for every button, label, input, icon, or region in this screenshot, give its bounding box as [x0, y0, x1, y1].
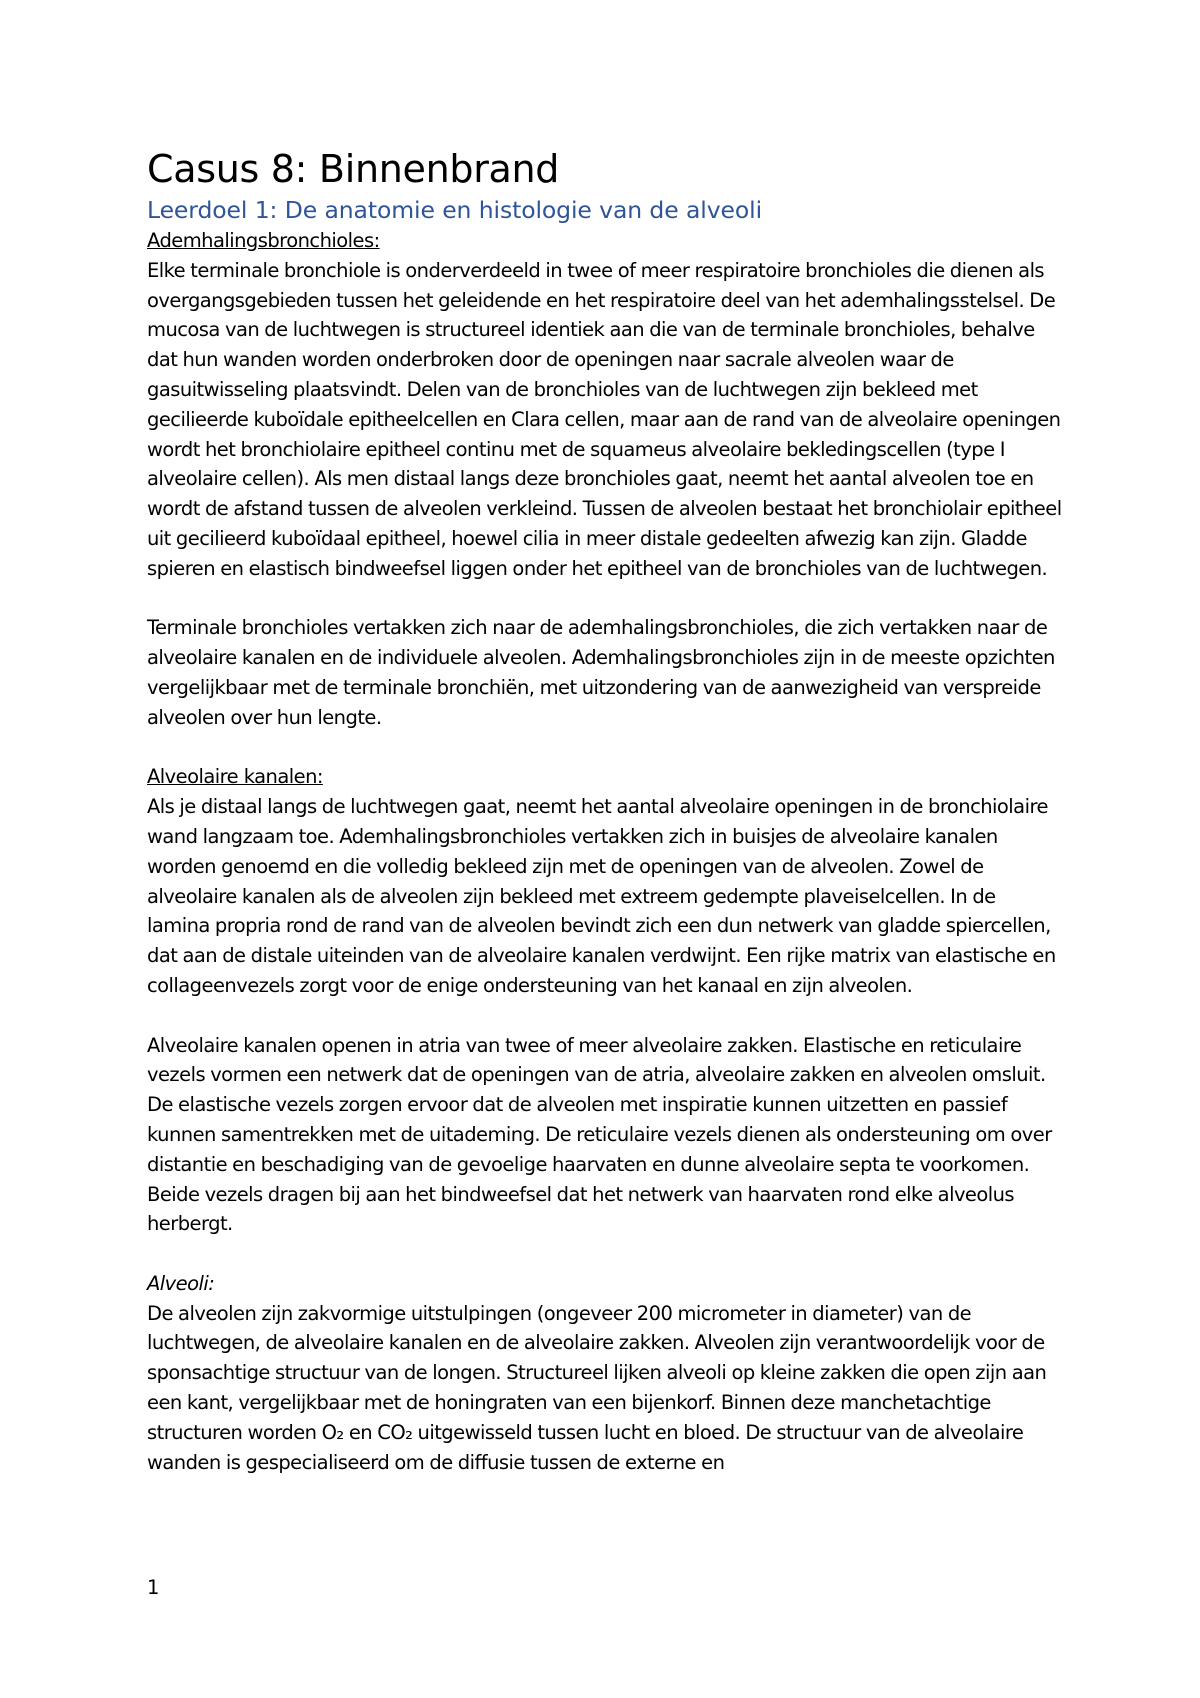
section-heading-alveoli: Alveoli: — [147, 1271, 215, 1295]
paragraph: Als je distaal langs de luchtwegen gaat, neemt het aantal alveolaire openingen in de bronchiolaire wand langzaam toe. Ademhalingsbronchioles vertakken zich in buisjes de alveolaire kanalen worden genoemd en die volledig bekleed zijn met de openingen van de alveolen. Zowel de alveolaire kanalen als de alveolen zijn bekleed met extreem gedempte plaveiselcellen. In de lamina propria rond de rand van de alveolen bevindt zich een dun netwerk van gladde spiercellen, dat aan de distale uiteinden van de alveolaire kanalen verdwijnt. Een rijke matrix van elastische en collageenvezels zorgt voor de enige ondersteuning van het kanaal en zijn alveolen. — [147, 795, 1056, 997]
page-content — [147, 144, 1062, 1477]
paragraph-spacer — [147, 584, 1062, 614]
paragraph-spacer — [147, 1239, 1062, 1269]
paragraph: De alveolen zijn zakvormige uitstulpingen (ongeveer 200 micrometer in diameter) van de luchtwegen, de alveolaire kanalen en de alveolaire zakken. Alveolen zijn verantwoordelijk voor de sponsachtige structuur van de longen. Structureel lijken alveoli op kleine zakken die open zijn aan een kant, vergelijkbaar met de honingraten van een bijenkorf. Binnen deze manchetachtige structuren worden O₂ en CO₂ uitgewisseld tussen lucht en bloed. De structuur van de alveolaire wanden is gespecialiseerd om de diffusie tussen de externe en — [147, 1301, 1047, 1474]
paragraph: Alveolaire kanalen openen in atria van twee of meer alveolaire zakken. Elastische en reticulaire vezels vormen een netwerk dat de openingen van de atria, alveolaire zakken en alveolen omsluit. De elastische vezels zorgen ervoor dat de alveolen met inspiratie kunnen uitzetten en passief kunnen samentrekken met de uitademing. De reticulaire vezels dienen als ondersteuning om over distantie en beschadiging van de gevoelige haarvaten en dunne alveolaire septa te voorkomen. Beide vezels dragen bij aan het bindweefsel dat het netwerk van haarvaten rond elke alveolus herbergt. — [147, 1033, 1052, 1236]
paragraph-spacer — [147, 733, 1062, 763]
page-number: 1 — [147, 1576, 160, 1599]
paragraph: Terminale bronchioles vertakken zich naar de ademhalingsbronchioles, die zich vertakken naar de alveolaire kanalen en de individuele alveolen. Ademhalingsbronchioles zijn in de meeste opzichten vergelijkbaar met de terminale bronchiën, met uitzondering van de aanwezigheid van verspreide alveolen over hun lengte. — [147, 616, 1055, 729]
section-heading-alveolaire-kanalen: Alveolaire kanalen: — [147, 765, 323, 789]
section-heading-ademhalingsbronchioles: Ademhalingsbronchioles: — [147, 229, 380, 252]
paragraph: Elke terminale bronchiole is onderverdeeld in twee of meer respiratoire bronchioles die dienen als overgangsgebieden tussen het geleidende en het respiratoire deel van het ademhalingsstelsel. De mucosa van de luchtwegen is structureel identiek aan die van de terminale bronchioles, behalve dat hun wanden worden onderbroken door de openingen naar sacrale alveolen waar de gasuitwisseling plaatsvindt. Delen van de bronchioles van de luchtwegen zijn bekleed met gecilieerde kuboïdale epitheelcellen en Clara cellen, maar aan de rand van de alveolaire openingen wordt het bronchiolaire epitheel continu met de squameus alveolaire bekledingscellen (type I alveolaire cellen). Als men distaal langs deze bronchioles gaat, neemt het aantal alveolen toe en wordt de afstand tussen de alveolen verkleind. Tussen de alveolen bestaat het bronchiolair epitheel uit gecilieerd kuboïdaal epitheel, hoewel cilia in meer distale gedeelten afwezig kan zijn. Gladde spieren en elastisch bindweefsel liggen onder het epitheel van de bronchioles van de luchtwegen. — [147, 258, 1062, 580]
paragraph-spacer — [147, 1001, 1062, 1031]
learning-goal-heading: Leerdoel 1: De anatomie en histologie van de alveoli — [147, 196, 763, 224]
document-title: Casus 8: Binnenbrand — [147, 147, 560, 191]
